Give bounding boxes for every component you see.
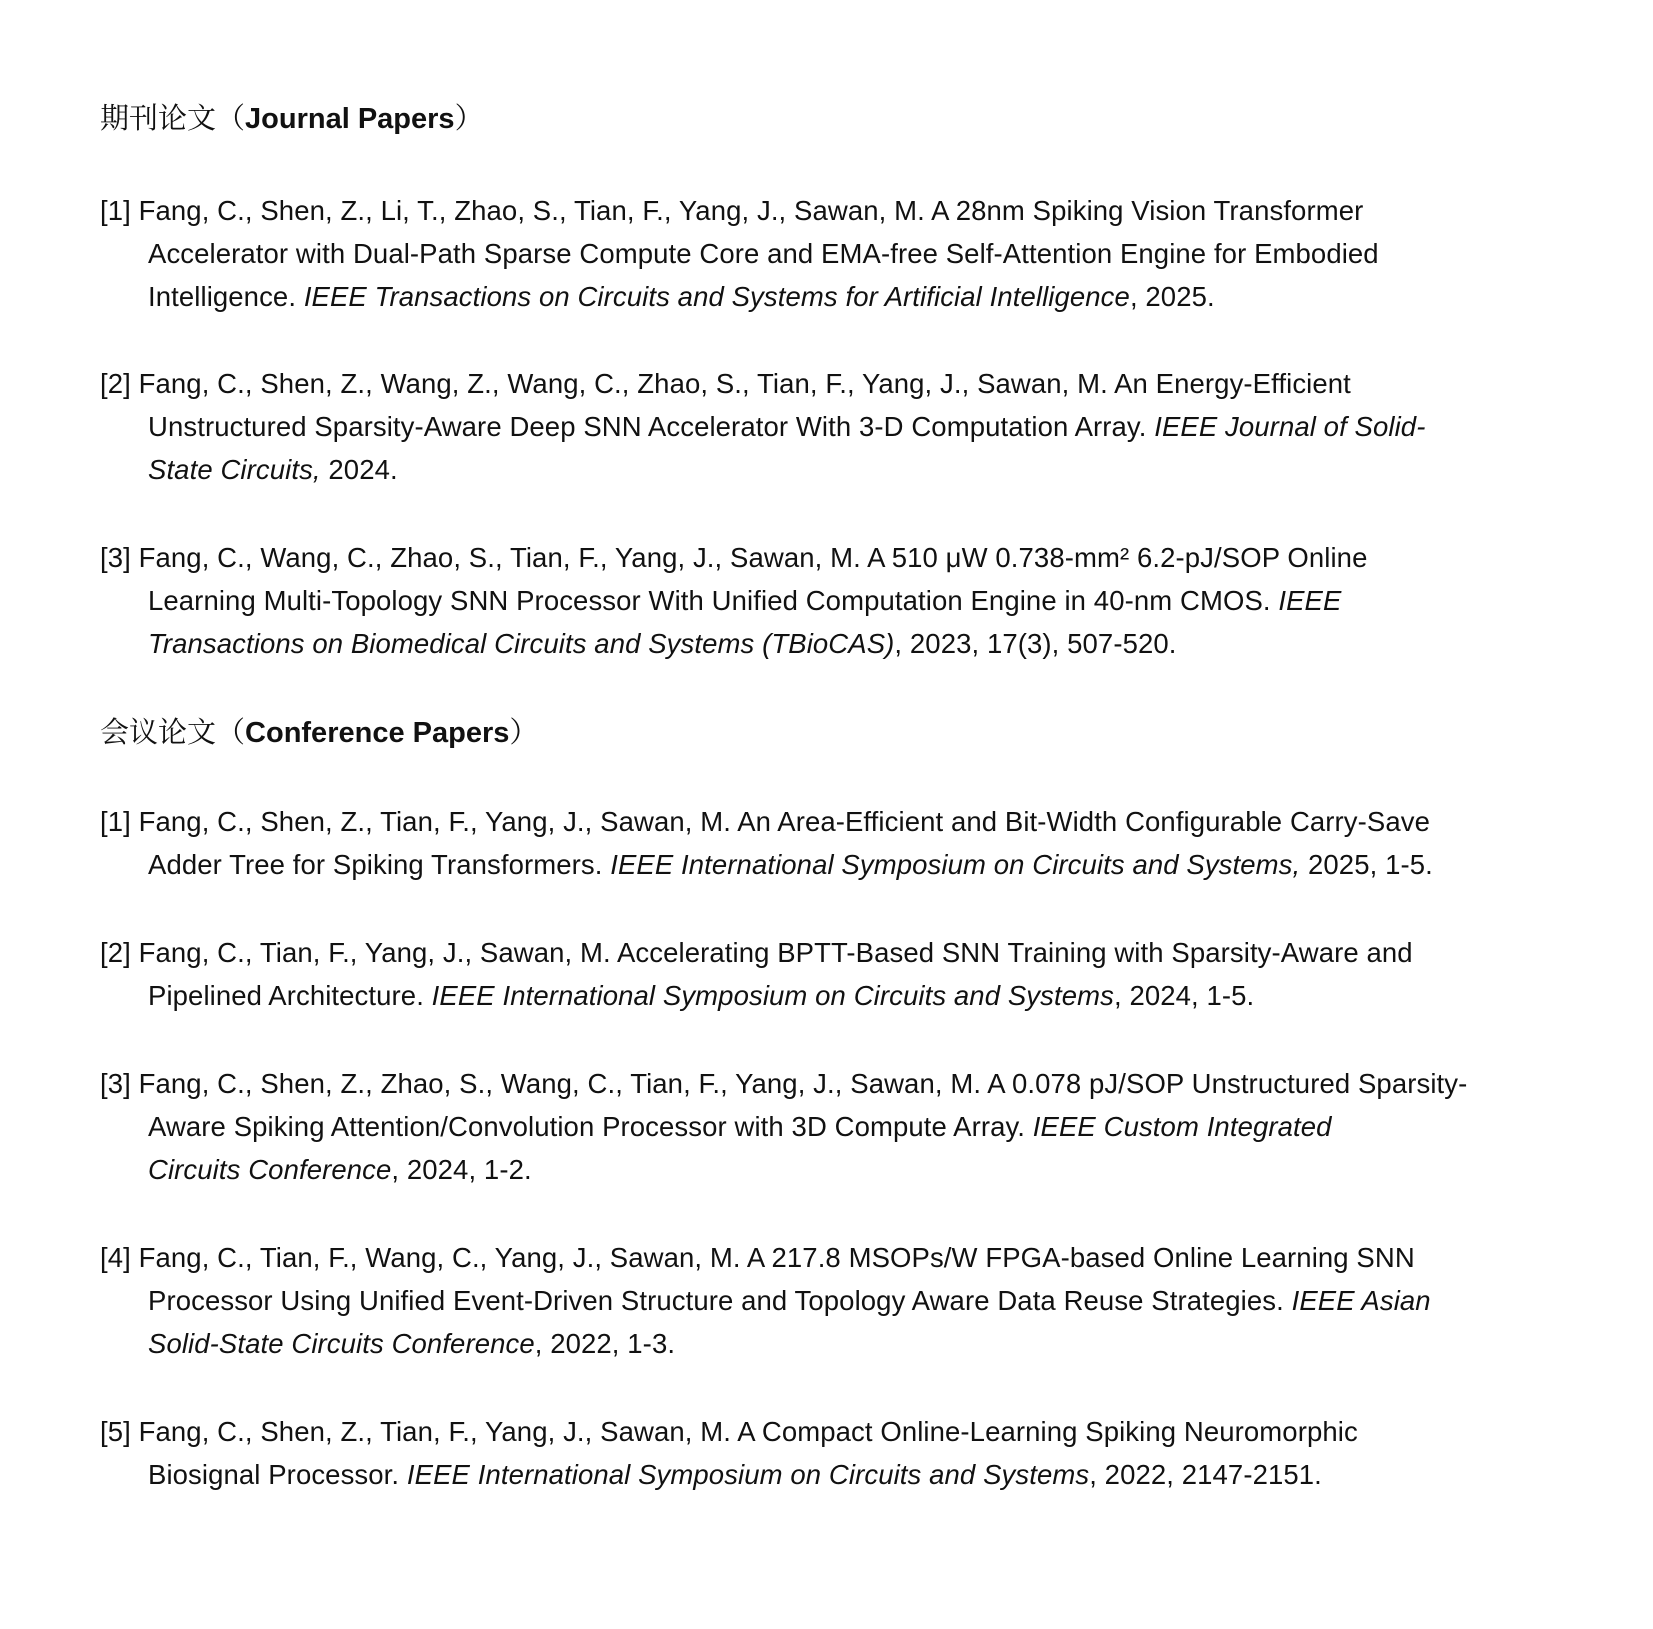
reference-line — [100, 448, 1560, 491]
reference-text: Learning Multi-Topology SNN Processor With Unified Computation Engine in 40-nm CMOS. — [148, 585, 1279, 616]
reference-line: [2] Fang, C., Tian, F., Yang, J., Sawan, M. Accelerating BPTT-Based SNN Training with Sparsity-Aware and — [100, 937, 1413, 968]
journal-heading-cn: 期刊论文 — [100, 101, 217, 135]
journal-heading-close-paren: ） — [454, 101, 484, 135]
reference-text: , 2025. — [1129, 281, 1215, 312]
conference-heading-cn: 会议论文 — [100, 715, 217, 749]
reference-line: Accelerator with Dual-Path Sparse Compute Core and EMA-free Self-Attention Engine for Embodied — [148, 238, 1379, 269]
reference-line: [2] Fang, C., Shen, Z., Wang, Z., Wang, C., Zhao, S., Tian, F., Yang, J., Sawan, M. An Energy-Efficient — [100, 368, 1351, 399]
reference-line — [100, 275, 1560, 318]
reference-line — [100, 1148, 1560, 1191]
conference-papers-heading — [100, 712, 538, 753]
reference-text: 2024. — [320, 454, 398, 485]
reference-text: Adder Tree for Spiking Transformers. — [148, 849, 611, 880]
conference-heading-en: Conference Papers — [245, 717, 510, 749]
journal-heading-open-paren: （ — [216, 101, 246, 135]
journal-papers-heading — [100, 98, 484, 139]
reference-line — [100, 1322, 1560, 1365]
reference-line: [1] Fang, C., Shen, Z., Li, T., Zhao, S., Tian, F., Yang, J., Sawan, M. A 28nm Spiking Vision Transformer — [100, 195, 1364, 226]
conference-reference-4 — [100, 1236, 1560, 1365]
reference-line — [100, 974, 1560, 1017]
reference-venue: IEEE — [1278, 585, 1342, 616]
journal-heading-en: Journal Papers — [245, 103, 455, 135]
conference-heading-close-paren: ） — [509, 715, 539, 749]
reference-text: , 2024, 1-2. — [391, 1154, 532, 1185]
reference-text: Unstructured Sparsity-Aware Deep SNN Accelerator With 3-D Computation Array. — [148, 411, 1155, 442]
reference-venue: Transactions on Biomedical Circuits and Systems (TBioCAS) — [148, 628, 895, 659]
reference-line: [1] Fang, C., Shen, Z., Tian, F., Yang, J., Sawan, M. An Area-Efficient and Bit-Width Configurable Carry-Save — [100, 806, 1430, 837]
reference-venue: Circuits Conference — [148, 1154, 392, 1185]
reference-line: [3] Fang, C., Wang, C., Zhao, S., Tian, F., Yang, J., Sawan, M. A 510 μW 0.738-mm² 6.2-pJ/SOP Online — [100, 542, 1368, 573]
reference-text: Intelligence. — [148, 281, 304, 312]
reference-venue: IEEE Journal of Solid- — [1154, 411, 1426, 442]
reference-text: Aware Spiking Attention/Convolution Processor with 3D Compute Array. — [148, 1111, 1033, 1142]
reference-text: Processor Using Unified Event-Driven Structure and Topology Aware Data Reuse Strategies. — [148, 1285, 1292, 1316]
reference-venue: IEEE Asian — [1291, 1285, 1431, 1316]
journal-reference-1 — [100, 189, 1560, 318]
reference-text: 2025, 1-5. — [1300, 849, 1433, 880]
conference-reference-5 — [100, 1410, 1560, 1496]
conference-heading-open-paren: （ — [216, 715, 246, 749]
reference-venue: IEEE International Symposium on Circuits and Systems — [406, 1459, 1090, 1490]
conference-reference-3 — [100, 1062, 1560, 1191]
reference-line — [100, 579, 1560, 622]
reference-line — [100, 843, 1560, 886]
journal-reference-2 — [100, 362, 1560, 491]
reference-line — [100, 622, 1560, 665]
reference-text: , 2023, 17(3), 507-520. — [894, 628, 1177, 659]
conference-reference-2 — [100, 931, 1560, 1017]
reference-text: Biosignal Processor. — [148, 1459, 407, 1490]
reference-line — [100, 1105, 1560, 1148]
journal-reference-3 — [100, 536, 1560, 665]
reference-venue: Solid-State Circuits Conference — [148, 1328, 535, 1359]
reference-line — [100, 1279, 1560, 1322]
conference-reference-1 — [100, 800, 1560, 886]
reference-venue: IEEE Custom Integrated — [1032, 1111, 1332, 1142]
reference-text: , 2022, 1-3. — [534, 1328, 676, 1359]
reference-venue: IEEE Transactions on Circuits and Systems for Artificial Intelligence — [303, 281, 1130, 312]
reference-venue: IEEE International Symposium on Circuits and Systems, — [610, 849, 1301, 880]
reference-text: Pipelined Architecture. — [148, 980, 432, 1011]
reference-line — [100, 1453, 1560, 1496]
reference-line — [100, 405, 1560, 448]
reference-text: , 2022, 2147-2151. — [1089, 1459, 1322, 1490]
reference-line: [5] Fang, C., Shen, Z., Tian, F., Yang, J., Sawan, M. A Compact Online-Learning Spiking Neuromorphic — [100, 1416, 1358, 1447]
reference-text: , 2024, 1-5. — [1113, 980, 1255, 1011]
reference-line: [3] Fang, C., Shen, Z., Zhao, S., Wang, C., Tian, F., Yang, J., Sawan, M. A 0.078 pJ/SOP Unstructured Sparsity- — [100, 1068, 1468, 1099]
reference-venue: IEEE International Symposium on Circuits and Systems — [431, 980, 1114, 1011]
reference-venue: State Circuits, — [148, 454, 321, 485]
reference-line: [4] Fang, C., Tian, F., Wang, C., Yang, J., Sawan, M. A 217.8 MSOPs/W FPGA-based Online Learning SNN — [100, 1242, 1415, 1273]
